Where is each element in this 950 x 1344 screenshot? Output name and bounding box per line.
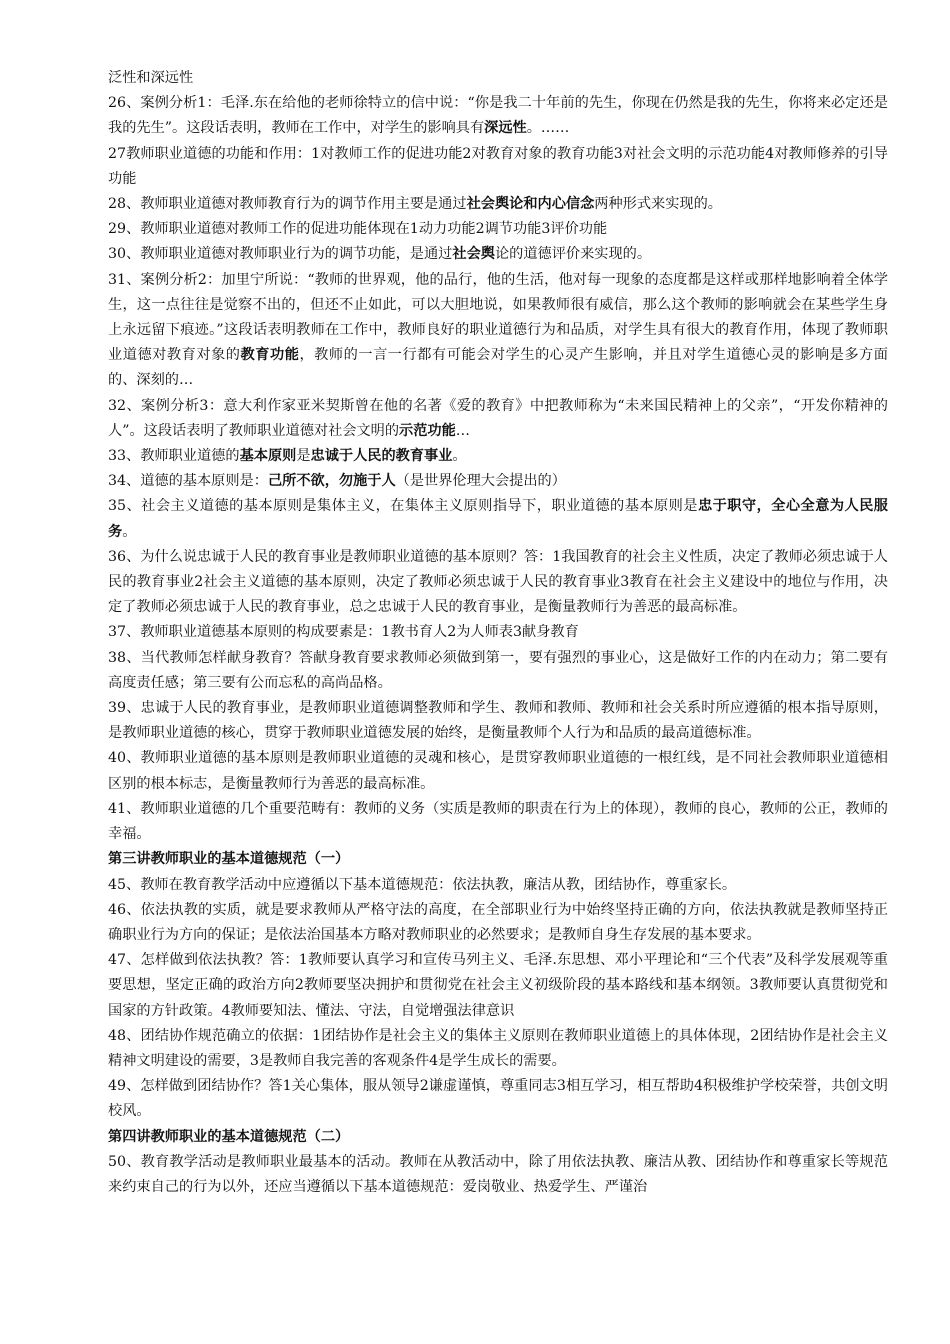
- text-run: 49、怎样做到团结协作？答1关心集体，服从领导2谦虚谨慎，尊重同志3相互学习，相互帮助4积极维护学校荣誉，共创文明校风。: [108, 1078, 888, 1120]
- paragraph: [108, 696, 888, 746]
- text-run: 45、教师在教育教学活动中应遵循以下基本道德规范：依法执教，廉洁从教，团结协作，尊重家长。: [108, 876, 737, 893]
- text-run: 30、教师职业道德对教师职业行为的调节功能，是通过: [108, 246, 453, 263]
- text-run: 40、教师职业道德的基本原则是教师职业道德的灵魂和核心，是贯穿教师职业道德的一根红线，是不同社会教师职业道德相区别的根本标志，是衡量教师行为善恶的最高标准。: [108, 750, 888, 792]
- paragraph: [108, 797, 888, 847]
- bold-text: 社会舆论和内心信念: [466, 196, 595, 213]
- text-run: 47、怎样做到依法执教？答：1教师要认真学习和宣传马列主义、毛泽.东思想、邓小平理论和“三个代表”及科学发展观等重要思想，坚定正确的政治方向2教师要坚决拥护和贯彻党在社会主义初级阶段的基本路线和基本纲领。3教师要认真贯彻党和国家的方针政策。4教师要知法、懂法、守法，自觉增强法律意识: [108, 952, 888, 1019]
- paragraph: [108, 873, 888, 898]
- bold-text: 己所不欲，勿施于人: [267, 473, 396, 490]
- paragraph: [108, 898, 888, 948]
- text-run: 48、团结协作规范确立的依据：1团结协作是社会主义的集体主义原则在教师职业道德上的具体体现，2团结协作是社会主义精神文明建设的需要，3是教师自我完善的客观条件4是学生成长的需要。: [108, 1027, 888, 1069]
- paragraph: [108, 746, 888, 796]
- text-run: 。: [122, 523, 137, 540]
- paragraph: [108, 142, 888, 192]
- bold-text: 基本原则: [239, 448, 297, 465]
- text-run: 27教师职业道德的功能和作用：1对教师工作的促进功能2对教育对象的教育功能3对社会文明的示范功能4对教师修养的引导功能: [108, 145, 888, 187]
- text-run: 36、为什么说忠诚于人民的教育事业是教师职业道德的基本原则？答：1我国教育的社会主义性质，决定了教师必须忠诚于人民的教育事业2社会主义道德的基本原则，决定了教师必须忠诚于人民的教育事业3教育在社会主义建设中的地位与作用，决定了教师必须忠诚于人民的教育事业，总之忠诚于人民的教育事业，是衡量教师行为善恶的最高标准。: [108, 548, 888, 616]
- paragraph: [108, 192, 888, 217]
- paragraph: [108, 66, 888, 91]
- text-run: 28、教师职业道德对教师教育行为的调节作用主要是通过: [108, 196, 467, 213]
- bold-text: 忠于职守，全心全意为人民服务: [108, 498, 888, 540]
- paragraph: [108, 469, 888, 494]
- text-run: 39、忠诚于人民的教育事业，是教师职业道德调整教师和学生、教师和教师、教师和社会关系时所应遵循的根本指导原则，是教师职业道德的核心，贯穿于教师职业道德发展的始终，是衡量教师个人行为和品质的最高道德标准。: [108, 700, 888, 742]
- paragraph: [108, 394, 888, 444]
- text-run: 33、教师职业道德的: [108, 448, 240, 465]
- text-run: 31、案例分析2：加里宁所说：“教师的世界观，他的品行，他的生活，他对每一现象的态度都是这样或那样地影响着全体学生，这一点往往是觉察不出的，但还不止如此，可以大胆地说，如果教师很有威信，那么这个教师的影响就会在某些学生身上永远留下痕迹。”这段话表明教师在工作中，教师良好的职业道德行为和品质，对学生具有很大的教育作用，体现了教师职业道德对教育对象的: [108, 271, 888, 364]
- text-run: 50、教育教学活动是教师职业最基本的活动。教师在从教活动中，除了用依法执教、廉洁从教、团结协作和尊重家长等规范来约束自己的行为以外，还应当遵循以下基本道德规范：爱岗敬业、热爱学生、严谨治: [108, 1153, 888, 1195]
- paragraph: [108, 1024, 888, 1074]
- paragraph: [108, 1074, 888, 1124]
- bold-text: 社会舆: [452, 246, 495, 263]
- paragraph: [108, 545, 888, 621]
- text-run: 两种形式来实现的。: [594, 196, 722, 213]
- section-heading: [108, 1125, 888, 1150]
- paragraph: [108, 91, 888, 141]
- paragraph: [108, 620, 888, 645]
- section-heading: [108, 847, 888, 872]
- paragraph: [108, 948, 888, 1024]
- document-page: [108, 66, 888, 1200]
- text-run: 。: [452, 448, 467, 465]
- text-run: 34、道德的基本原则是：: [108, 473, 268, 490]
- paragraph: [108, 444, 888, 469]
- paragraph: [108, 217, 888, 242]
- text-run: 41、教师职业道德的几个重要范畴有：教师的义务（实质是教师的职责在行为上的体现），教师的良心，教师的公正，教师的幸福。: [108, 800, 888, 843]
- text-run: 泛性和深远性: [108, 70, 194, 86]
- bold-text: 忠诚于人民的教育事业: [310, 448, 453, 465]
- bold-text: 教育功能: [240, 347, 300, 364]
- text-run: 26、案例分析1：毛泽.东在给他的老师徐特立的信中说：“你是我二十年前的先生，你现在仍然是我的先生，你将来必定还是我的先生”。这段话表明，教师在工作中，对学生的影响具有: [108, 95, 888, 137]
- text-run: 。……: [526, 120, 570, 137]
- paragraph: [108, 242, 888, 267]
- text-run: （是世界伦理大会提出的）: [395, 473, 566, 490]
- text-run: 37、教师职业道德基本原则的构成要素是：1教书育人2为人师表3献身教育: [108, 624, 579, 641]
- text-run: 是: [296, 448, 311, 465]
- paragraph: [108, 1150, 888, 1200]
- text-run: 32、案例分析3：意大利作家亚米契斯曾在他的名著《爱的教育》中把教师称为“未来国民精神上的父亲”，“开发你精神的人”。这段话表明了教师职业道德对社会文明的: [108, 397, 888, 439]
- bold-text: 深远性: [484, 120, 527, 137]
- text-run: 论的道德评价来实现的。: [494, 246, 652, 263]
- text-run: 46、依法执教的实质，就是要求教师从严格守法的高度，在全部职业行为中始终坚持正确的方向，依法执教就是教师坚持正确职业行为方向的保证；是依法治国基本方略对教师职业的必然要求；是教师自身生存发展的基本要求。: [108, 901, 888, 943]
- text-run: 29、教师职业道德对教师工作的促进功能体现在1动力功能2调节功能3评价功能: [108, 221, 608, 238]
- text-run: 第三讲教师职业的基本道德规范（一）: [108, 851, 350, 868]
- paragraph: [108, 268, 888, 394]
- paragraph: [108, 646, 888, 696]
- text-run: …: [455, 422, 470, 439]
- text-run: 38、当代教师怎样献身教育？答献身教育要求教师必须做到第一，要有强烈的事业心，这是做好工作的内在动力；第二要有高度责任感；第三要有公而忘私的高尚品格。: [108, 649, 888, 691]
- text-run: 第四讲教师职业的基本道德规范（二）: [108, 1128, 350, 1145]
- text-run: ，教师的一言一行都有可能会对学生的心灵产生影响，并且对学生道德心灵的影响是多方面的、深刻的…: [108, 347, 888, 389]
- paragraph: [108, 494, 888, 544]
- bold-text: 示范功能: [399, 422, 456, 439]
- text-run: 35、社会主义道德的基本原则是集体主义，在集体主义原则指导下，职业道德的基本原则是: [108, 498, 698, 515]
